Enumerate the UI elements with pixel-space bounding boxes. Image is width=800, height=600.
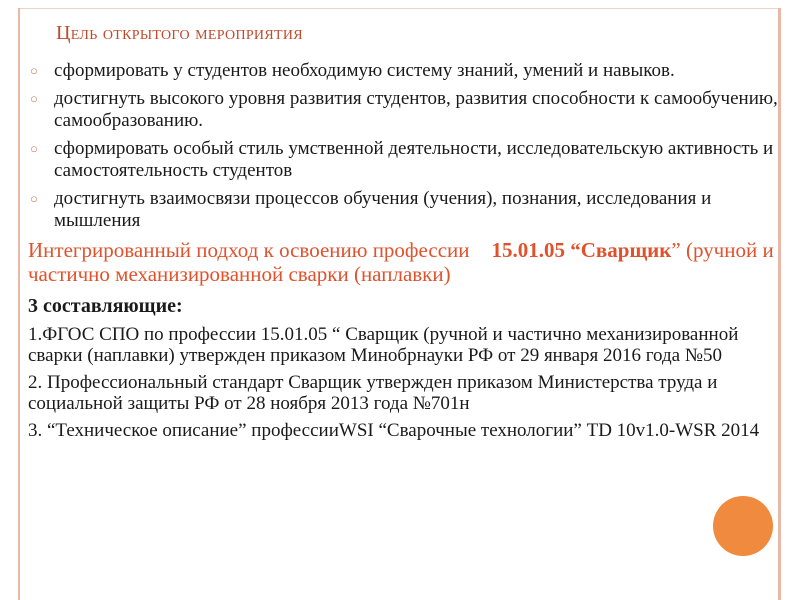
bullet-icon: ○ xyxy=(30,91,38,106)
bullet-icon: ○ xyxy=(30,63,38,78)
profession-code: 15.01.05 “ xyxy=(491,238,581,262)
goal-item-text: сформировать у студентов необходимую систему знаний, умений и навыков. xyxy=(54,60,675,81)
frame-right-line xyxy=(778,8,781,600)
goal-item xyxy=(28,188,778,232)
goal-item-text: достигнуть взаимосвязи процессов обучения (учения), познания, исследования и мышления xyxy=(54,188,712,231)
goal-item xyxy=(28,138,778,182)
slide-title: Цель открытого мероприятия xyxy=(56,22,303,44)
bullet-icon: ○ xyxy=(30,141,38,156)
component-item: 2. Профессиональный стандарт Сварщик утвержден приказом Министерства труда и социальной защиты РФ от 28 ноября 2013 года №701н xyxy=(28,372,718,414)
bullet-icon: ○ xyxy=(30,191,38,206)
goal-item-text: сформировать особый стиль умственной деятельности, исследовательскую активность и самостоятельность студентов xyxy=(54,138,774,181)
highlight-suffix: ” (ручной и частично механизированной сварки (наплавки) xyxy=(28,238,774,286)
goal-item xyxy=(28,88,778,132)
goal-item xyxy=(28,60,778,82)
component-item: 1.ФГОС СПО по профессии 15.01.05 “ Сварщик (ручной и частично механизированной сварки (наплавки) утвержден приказом Минобрнауки РФ от 29 января 2016 года №50 xyxy=(28,324,739,366)
highlight-prefix: Интегрированный подход к освоению профессии xyxy=(28,238,470,262)
frame-left-line xyxy=(18,8,20,600)
frame-top-line xyxy=(18,8,781,9)
decorative-circle xyxy=(713,496,773,556)
slide-content xyxy=(28,60,778,441)
goal-list xyxy=(28,60,778,232)
profession-name: Сварщик xyxy=(580,238,672,262)
component-item: 3. “Техническое описание” профессииWSI “Сварочные технологии” TD 10v1.0-WSR 2014 xyxy=(28,420,760,441)
integrated-approach-heading xyxy=(28,238,778,286)
goal-item-text: достигнуть высокого уровня развития студентов, развития способности к самообучению, самообразованию. xyxy=(54,88,778,131)
components-heading: 3 составляющие: xyxy=(28,295,183,317)
